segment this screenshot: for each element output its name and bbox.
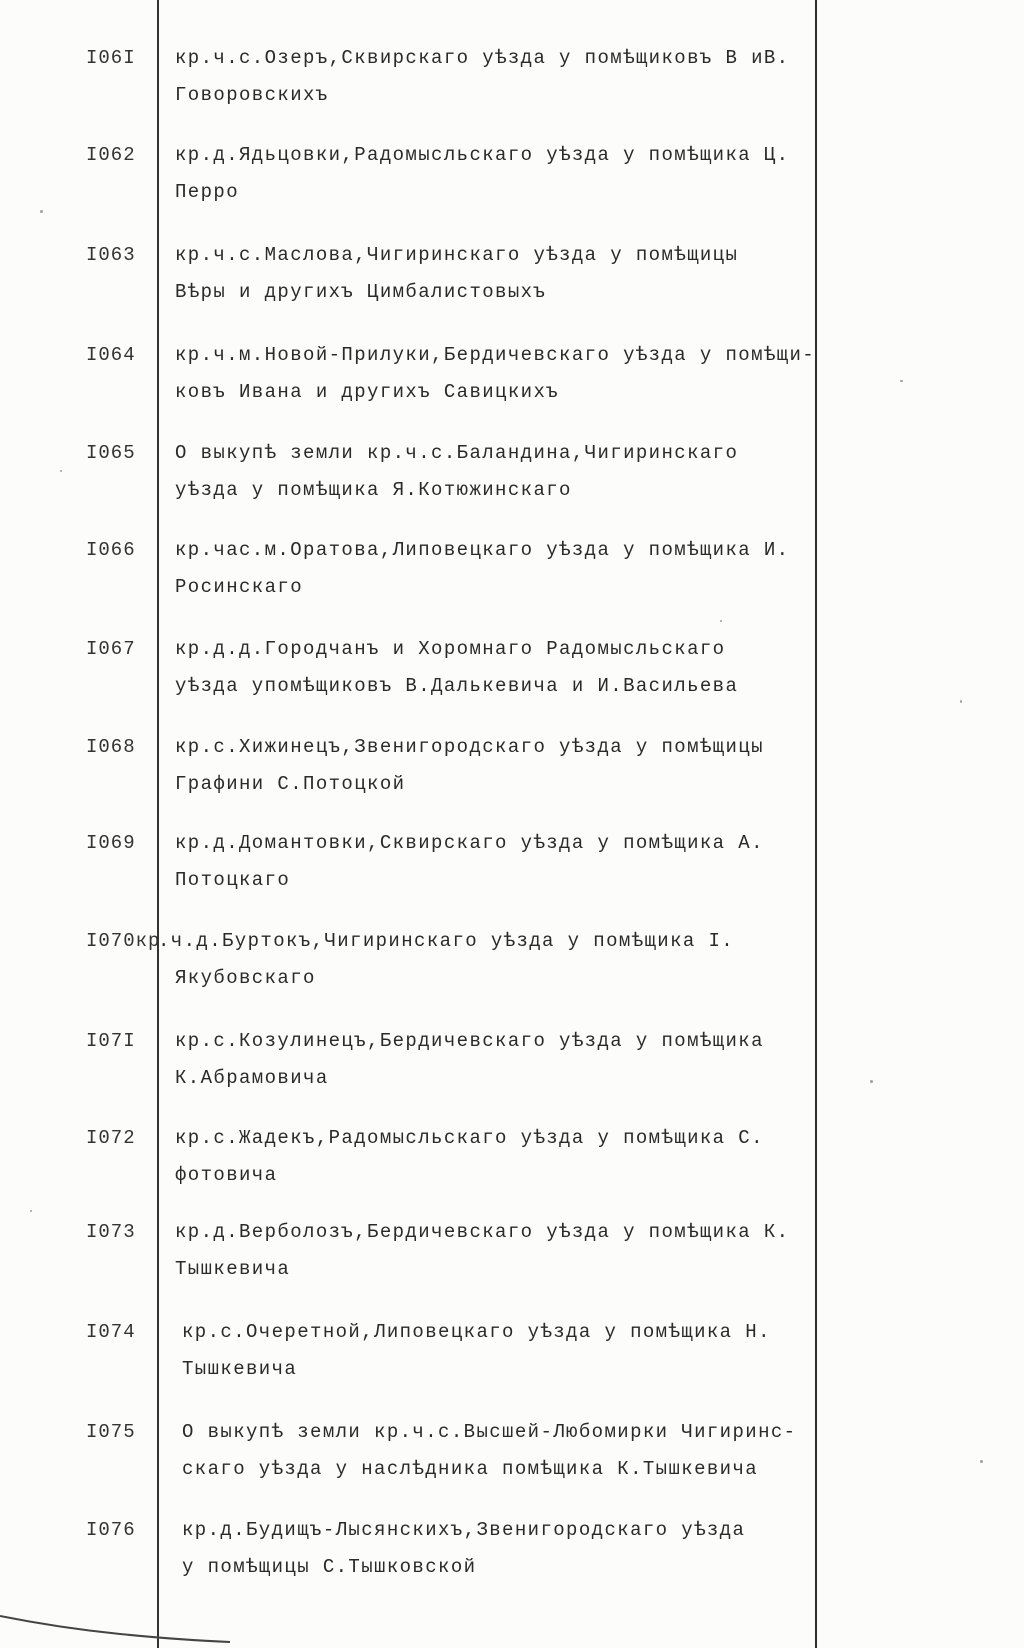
entry-number: I062: [86, 144, 136, 166]
entry-1074: [0, 1321, 1024, 1411]
entry-text-line2: ковъ Ивана и другихъ Савицкихъ: [175, 381, 560, 403]
entry-1063: [0, 244, 1024, 334]
entry-number: I070кр: [86, 930, 161, 952]
entry-number: I063: [86, 244, 136, 266]
entry-1067: [0, 638, 1024, 728]
entry-1076: [0, 1519, 1024, 1609]
entry-text-line1: кр.д.Верболозъ,Бердичевскаго уѣзда у помѣщика К.: [175, 1221, 790, 1243]
entry-text-line1: кр.ч.с.Маслова,Чигиринскаго уѣзда у помѣщицы: [175, 244, 739, 266]
entry-text-line1: О выкупѣ земли кр.ч.с.Высшей-Любомирки Чигиринс-: [182, 1421, 797, 1443]
entry-text-line2: уѣзда у помѣщика Я.Котюжинскаго: [175, 479, 572, 501]
scan-speck: [40, 210, 43, 213]
entry-text-line1: кр.с.Козулинецъ,Бердичевскаго уѣзда у помѣщика: [175, 1030, 764, 1052]
entry-text-line2: Графини С.Потоцкой: [175, 773, 406, 795]
scan-speck: [980, 1460, 983, 1463]
entry-number: I06I: [86, 47, 136, 69]
entry-number: I074: [86, 1321, 136, 1343]
entry-number: I069: [86, 832, 136, 854]
entry-1072: [0, 1127, 1024, 1217]
entry-number: I07I: [86, 1030, 136, 1052]
entry-text-line2: Якубовскаго: [175, 967, 316, 989]
entry-number: I075: [86, 1421, 136, 1443]
scan-speck: [900, 380, 903, 382]
entry-number: I068: [86, 736, 136, 758]
entry-text-line2: Потоцкаго: [175, 869, 291, 891]
entry-text-line1: кр.ч.м.Новой-Прилуки,Бердичевскаго уѣзда у помѣщи-: [175, 344, 816, 366]
entry-text-line1: кр.час.м.Оратова,Липовецкаго уѣзда у помѣщика И.: [175, 539, 790, 561]
entry-text-line2: Вѣры и другихъ Цимбалистовыхъ: [175, 281, 547, 303]
entry-text-line2: у помѣщицы С.Тышковской: [182, 1556, 477, 1578]
entry-text-line1: кр.с.Жадекъ,Радомысльскаго уѣзда у помѣщика С.: [175, 1127, 764, 1149]
entry-1068: [0, 736, 1024, 826]
entry-text-line2: скаго уѣзда у наслѣдника помѣщика К.Тышкевича: [182, 1458, 759, 1480]
entry-1061: [0, 47, 1024, 137]
scan-speck: [60, 470, 62, 472]
entry-number: I064: [86, 344, 136, 366]
entry-text-line2: Тышкевича: [175, 1258, 291, 1280]
scan-speck: [30, 1210, 32, 1212]
entry-text-line2: Говоровскихъ: [175, 84, 329, 106]
entry-number: I076: [86, 1519, 136, 1541]
entry-text-line1: О выкупѣ земли кр.ч.с.Баландина,Чигиринскаго: [175, 442, 739, 464]
entry-text-line1: кр.д.д.Городчанъ и Хоромнаго Радомысльскаго: [175, 638, 726, 660]
entry-text-line1: кр.ч.с.Озеръ,Сквирскаго уѣзда у помѣщиковъ В иВ.: [175, 47, 790, 69]
entry-text-line2: фотовича: [175, 1164, 278, 1186]
entry-text-line1: .ч.д.Буртокъ,Чигиринскаго уѣзда у помѣщика I.: [158, 930, 735, 952]
entry-1075: [0, 1421, 1024, 1511]
entry-number: I073: [86, 1221, 136, 1243]
entry-text-line1: кр.д.Ядьцовки,Радомысльскаго уѣзда у помѣщика Ц.: [175, 144, 790, 166]
entry-text-line1: кр.с.Очеретной,Липовецкаго уѣзда у помѣщика Н.: [182, 1321, 771, 1343]
scan-speck: [870, 1080, 873, 1083]
entry-1064: [0, 344, 1024, 434]
entry-1065: [0, 442, 1024, 532]
entry-number: I072: [86, 1127, 136, 1149]
entry-1069: [0, 832, 1024, 922]
entry-number: I066: [86, 539, 136, 561]
entry-1066: [0, 539, 1024, 629]
entry-text-line1: кр.д.Будищъ-Лысянскихъ,Звенигородскаго уѣзда: [182, 1519, 746, 1541]
entry-1071: [0, 1030, 1024, 1120]
entry-1062: [0, 144, 1024, 234]
entry-number: I067: [86, 638, 136, 660]
entry-text-line1: кр.д.Домантовки,Сквирскаго уѣзда у помѣщика А.: [175, 832, 764, 854]
entry-1073: [0, 1221, 1024, 1311]
scan-speck: [960, 700, 962, 703]
entry-number: I065: [86, 442, 136, 464]
entry-text-line2: Перро: [175, 181, 240, 203]
scan-speck: [720, 620, 722, 622]
entry-text-line2: уѣзда упомѣщиковъ В.Далькевича и И.Васильева: [175, 675, 739, 697]
entry-text-line1: кр.с.Хижинецъ,Звенигородскаго уѣзда у помѣщицы: [175, 736, 764, 758]
page-edge-curve: [0, 1608, 230, 1648]
entry-text-line2: К.Абрамовича: [175, 1067, 329, 1089]
entry-1070: [0, 930, 1024, 1020]
entry-text-line2: Росинскаго: [175, 576, 304, 598]
entry-text-line2: Тышкевича: [182, 1358, 298, 1380]
